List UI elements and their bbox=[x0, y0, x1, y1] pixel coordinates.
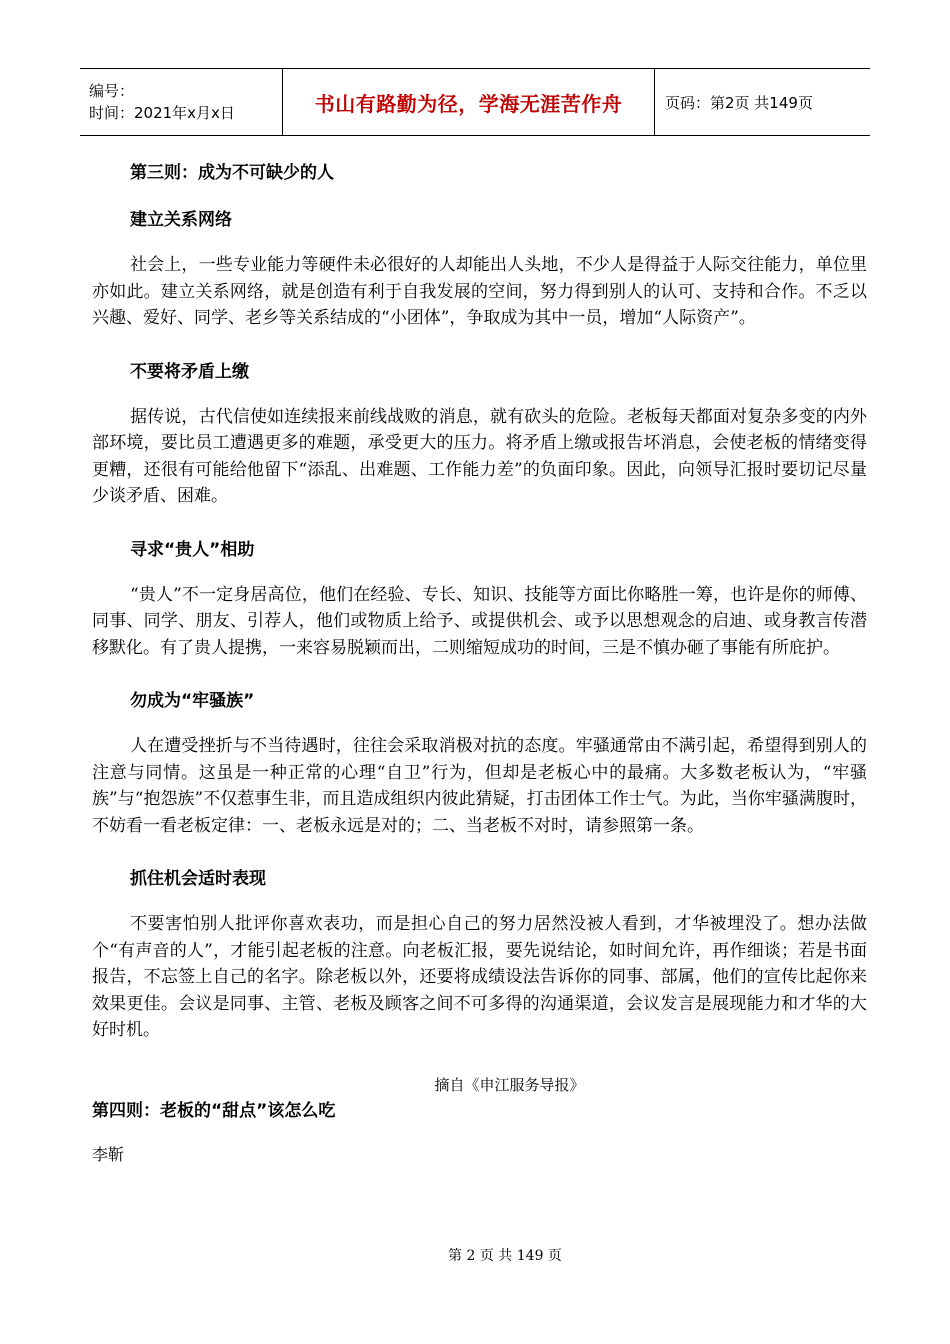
document-body bbox=[92, 158, 867, 1170]
section-heading: 勿成为“牢骚族” bbox=[130, 691, 255, 711]
page-header bbox=[80, 68, 870, 136]
header-motto: 书山有路勤为径，学海无涯苦作舟 bbox=[283, 69, 655, 135]
page-footer: 第 2 页 共 149 页 bbox=[448, 1248, 562, 1264]
section-heading: 寻求“贵人”相助 bbox=[130, 539, 255, 560]
document-date: 时间：2021年x月x日 bbox=[89, 104, 235, 122]
source-citation: 摘自《申江服务导报》 bbox=[434, 1075, 585, 1094]
document-number-label: 编号： bbox=[89, 82, 135, 100]
section-paragraph: “贵人”不一定身居高位，他们在经验、专长、知识、技能等方面比你略胜一筹，也许是你的师傅、同事、同学、朋友、引荐人，他们或物质上给予、或提供机会、或予以思想观念的启迪、或身教言传潜移默化。有了贵人提携，一来容易脱颖而出，二则缩短成功的时间，三是不慎办砸了事能有所庇护。 bbox=[92, 584, 867, 658]
section-heading: 不要将矛盾上缴 bbox=[130, 361, 249, 382]
header-page-number: 页码：第2页 共149页 bbox=[665, 93, 813, 112]
section-heading: 建立关系网络 bbox=[130, 210, 232, 230]
header-meta bbox=[80, 69, 283, 135]
author-name: 李靳 bbox=[92, 1144, 125, 1164]
section-paragraph: 人在遭受挫折与不当待遇时，往往会采取消极对抗的态度。牢骚通常由不满引起，希望得到别人的注意与同情。这虽是一种正常的心理“自卫”行为，但却是老板心中的最痛。大多数老板认为，“牢骚族”与“抱怨族”不仅惹事生非，而且造成组织内彼此猜疑，打击团体工作士气。为此，当你牢骚满腹时，不妨看一看老板定律：一、老板永远是对的；二、当老板不对时，请参照第一条。 bbox=[92, 736, 867, 836]
section-paragraph: 据传说，古代信使如连续报来前线战败的消息，就有砍头的危险。老板每天都面对复杂多变的内外部环境，要比员工遭遇更多的难题，承受更大的压力。将矛盾上缴或报告坏消息，会使老板的情绪变得更糟，还很有可能给他留下“添乱、出难题、工作能力差”的负面印象。因此，向领导汇报时要切记尽量少谈矛盾、困难。 bbox=[92, 406, 867, 506]
section-paragraph: 社会上，一些专业能力等硬件未必很好的人却能出人头地，不少人是得益于人际交往能力，单位里亦如此。建立关系网络，就是创造有利于自我发展的空间，努力得到别人的认可、支持和合作。不乏以兴趣、爱好、同学、老乡等关系结成的“小团体”，争取成为其中一员，增加“人际资产”。 bbox=[92, 255, 867, 328]
section-heading: 抓住机会适时表现 bbox=[130, 869, 266, 889]
section-paragraph: 不要害怕别人批评你喜欢表功，而是担心自己的努力居然没被人看到，才华被埋没了。想办法做个“有声音的人”，才能引起老板的注意。向老板汇报，要先说结论，如时间允许，再作细谈；若是书面报告，不忘签上自己的名字。除老板以外，还要将成绩设法告诉你的同事、部属，他们的宣传比起你来效果更佳。会议是同事、主管、老板及顾客之间不可多得的沟通渠道，会议发言是展现能力和才华的大好时机。 bbox=[92, 914, 867, 1040]
chapter-title: 第三则：成为不可缺少的人 bbox=[130, 163, 334, 183]
chapter-title: 第四则：老板的“甜点”该怎么吃 bbox=[92, 1100, 336, 1121]
